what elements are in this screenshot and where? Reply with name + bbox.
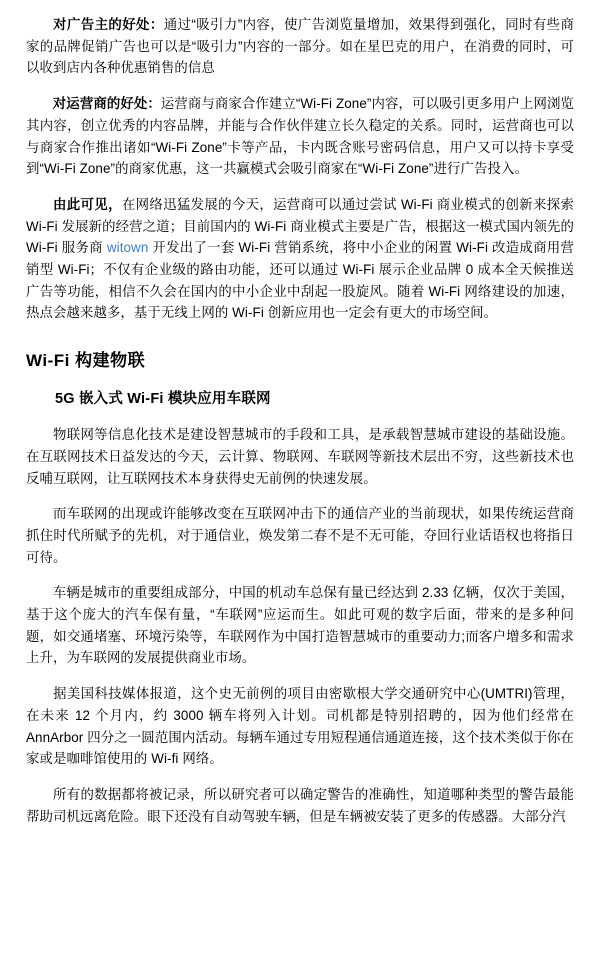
telematics-emergence-text: 而车联网的出现或许能够改变在互联网冲击下的通信产业的当前现状，如果传统运营商抓住时代所赋予的先机，对于通信业，焕发第二春不是不无可能，夺回行业话语权也将指日可待。 bbox=[26, 506, 574, 565]
operator-benefit-lead: 对运营商的好处： bbox=[52, 96, 161, 112]
paragraph-data-recorded bbox=[26, 784, 574, 827]
data-recorded-text: 所有的数据都将被记录，所以研究者可以确定警告的准确性，知道哪种类型的警告最能帮助司机远离危险。眼下还没有自动驾驶车辆，但是车辆被安装了更多的传感器。大部分汽 bbox=[26, 786, 574, 824]
paragraph-operator-benefit bbox=[26, 93, 574, 180]
vehicle-numbers-text: 车辆是城市的重要组成部分，中国的机动车总保有量已经达到 2.33 亿辆，仅次于美国，基于这个庞大的汽车保有量，“车联网”应运而生。如此可观的数字后面，带来的是多种问题，如交通堵塞、环境污染等，车联网作为中国打造智慧城市的重要动力;而客户增多和需求上升，为车联网的发展提供商业市场。 bbox=[26, 585, 574, 666]
paragraph-umtri-project bbox=[26, 683, 574, 770]
paragraph-iot-infrastructure bbox=[26, 424, 574, 489]
umtri-project-text: 据美国科技媒体报道，这个史无前例的项目由密歇根大学交通研究中心(UMTRI)管理，在未来 12 个月内，约 3000 辆车将列入计划。司机都是特别招聘的，因为他们经常在 AnnArbor 四分之一圆范围内活动。每辆车通过专用短程通信通道连接，这个技术类似于你在家或是咖啡馆使用的 Wi-fi 网络。 bbox=[26, 686, 574, 767]
conclusion-text-part1: 在网络迅猛发展的今天，运营商可以通过尝试 Wi-Fi 商业模式的创新来探索 Wi-Fi 发展新的经营之道；目前国内的 Wi-Fi 商业模式主要是广告，根据这一模式国内领先的 Wi-Fi 服务商 bbox=[26, 196, 575, 256]
conclusion-lead: 由此可见， bbox=[52, 196, 122, 212]
advertiser-benefit-text: 通过“吸引力”内容，使广告浏览量增加，效果得到强化，同时有些商家的品牌促销广告也可以是“吸引力”内容的一部分。如在星巴克的用户，在消费的同时，可以收到店内各种优惠销售的信息 bbox=[26, 17, 574, 76]
paragraph-telematics-emergence bbox=[26, 503, 574, 568]
operator-benefit-text: 运营商与商家合作建立“Wi-Fi Zone”内容，可以吸引更多用户上网浏览其内容，创立优秀的内容品牌，并能与合作伙伴建立长久稳定的关系。同时，运营商也可以与商家合作推出诸如“Wi-Fi Zone”卡等产品，卡内既含账号密码信息，用户又可以持卡享受到“Wi-Fi Zone”的商家优惠，这一共赢模式会吸引商家在“Wi-Fi Zone”进行广告投入。 bbox=[26, 96, 574, 177]
section-heading-wifi-iot: Wi-Fi 构建物联 bbox=[26, 351, 146, 371]
sub-heading-5g-module: 5G 嵌入式 Wi-Fi 模块应用车联网 bbox=[55, 391, 271, 408]
conclusion-text-part2: 开发出了一套 Wi-Fi 营销系统，将中小企业的闲置 Wi-Fi 改造成商用营销型 Wi-Fi；不仅有企业级的路由功能，还可以通过 Wi-Fi 展示企业品牌 0 成本全天候推送广告等功能，相信不久会在国内的中小企业中刮起一股旋风。随着 Wi-Fi 网络建设的加速，热点会越来越多，基于无线上网的 Wi-Fi 创新应用也一定会有更大的市场空间。 bbox=[26, 240, 574, 321]
advertiser-benefit-lead: 对广告主的好处： bbox=[52, 17, 164, 32]
iot-infrastructure-text: 物联网等信息化技术是建设智慧城市的手段和工具，是承载智慧城市建设的基础设施。在互联网技术日益发达的今天，云计算、物联网、车联网等新技术层出不穷，这些新技术也反哺互联网，让互联网技术本身获得史无前例的快速发展。 bbox=[26, 427, 574, 486]
paragraph-conclusion bbox=[26, 194, 574, 324]
paragraph-vehicle-numbers bbox=[26, 582, 574, 669]
witown-link[interactable]: witown bbox=[106, 240, 149, 256]
paragraph-advertiser-benefit bbox=[26, 14, 574, 79]
